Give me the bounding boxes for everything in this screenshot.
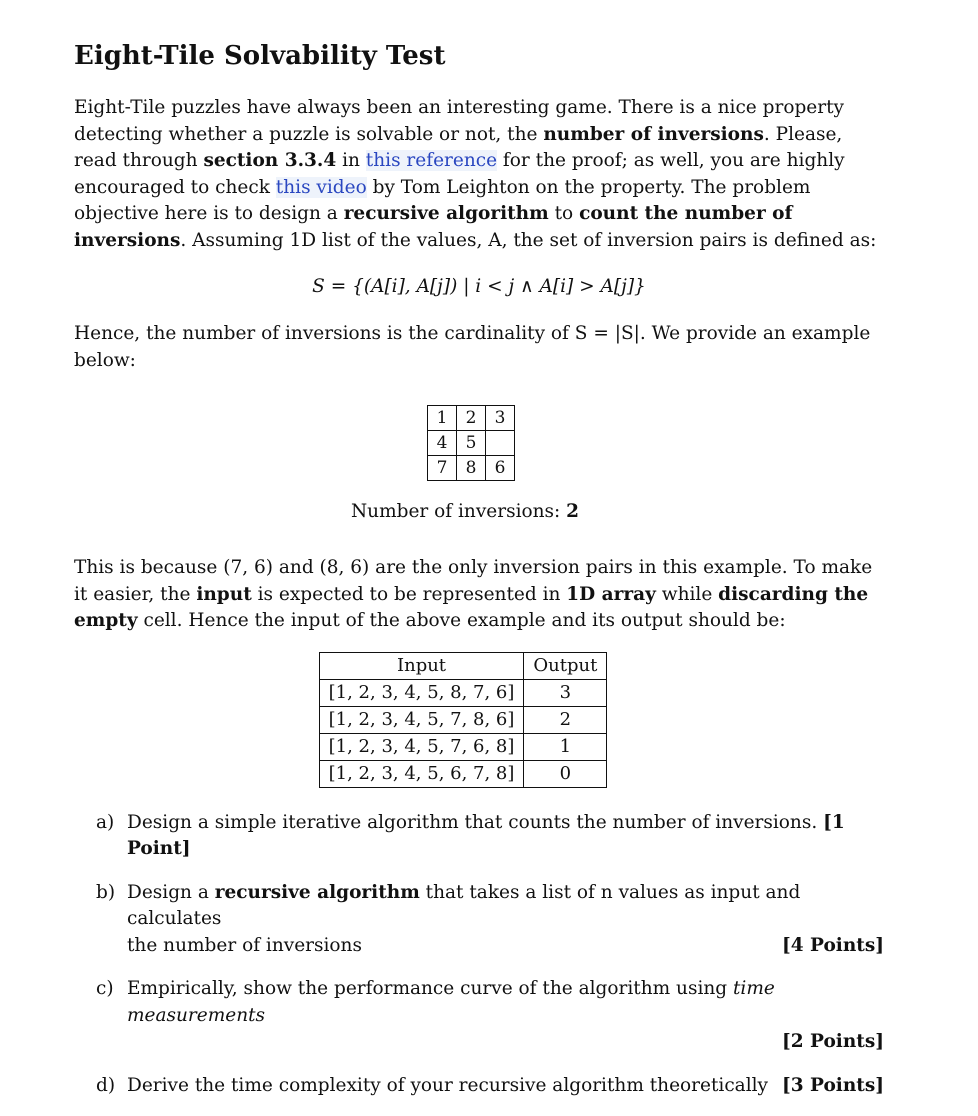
question-d: d) Derive the time complexity of your recursive algorithm theoretically [3 Points] — [96, 1074, 884, 1096]
tile: 7 — [428, 456, 457, 481]
table-row: [1, 2, 3, 4, 5, 7, 8, 6] 2 — [319, 706, 607, 733]
inversion-count: Number of inversions: 2 — [350, 501, 580, 522]
tile: 1 — [428, 406, 457, 431]
cardinality-paragraph: Hence, the number of inversions is the cardinality of S = |S|. We provide an example below: — [74, 323, 871, 371]
video-link[interactable]: this video — [275, 176, 367, 198]
reference-link[interactable]: this reference — [365, 150, 498, 171]
column-header: Input — [319, 652, 524, 679]
table-row: [1, 2, 3, 4, 5, 6, 7, 8] 0 — [319, 760, 607, 787]
tile: 6 — [486, 456, 515, 481]
table-row: [1, 2, 3, 4, 5, 8, 7, 6] 3 — [319, 679, 607, 706]
table-row: [1, 2, 3, 4, 5, 7, 6, 8] 1 — [319, 733, 607, 760]
question-list — [74, 810, 884, 1100]
document-page — [74, 38, 884, 1116]
io-table — [319, 652, 608, 788]
column-header: Output — [524, 652, 607, 679]
tile: 3 — [486, 406, 515, 431]
intro-paragraph: Eight-Tile puzzles have always been an interesting game. There is a nice property detecting whether a puzzle is solvable or not, the number of inversions. Please, read through section 3.3.4 in this reference for the proof; as well, you are highly encouraged to check this video by Tom Leighton on the property. The problem objective here is to design a recursive algorithm to count the number of inversions. Assuming 1D list of the values, A, the set of inversion pairs is defined as: — [74, 97, 877, 251]
tile-empty — [486, 431, 515, 456]
question-c: c) Empirically, show the performance curve of the algorithm using time measurements [2 Points] — [96, 978, 884, 1052]
tile: 8 — [457, 456, 486, 481]
tile: 4 — [428, 431, 457, 456]
question-a: a) Design a simple iterative algorithm that counts the number of inversions. [1 Point] — [96, 811, 845, 859]
inversion-set-formula: S = {(A[i], A[j]) | i < j ∧ A[i] > A[j]} — [312, 276, 646, 297]
input-format-paragraph: This is because (7, 6) and (8, 6) are the only inversion pairs in this example. To make it easier, the input is expected to be represented in 1D array while discarding the empty cell. Hence the input of the above example and its output should be: — [74, 557, 873, 631]
puzzle-grid — [427, 405, 515, 481]
question-b: b) Design a recursive algorithm that takes a list of n values as input and calculates the number of inversions [4 Points] — [96, 881, 884, 956]
tile: 5 — [457, 431, 486, 456]
page-title: Eight-Tile Solvability Test — [74, 41, 446, 71]
tile: 2 — [457, 406, 486, 431]
